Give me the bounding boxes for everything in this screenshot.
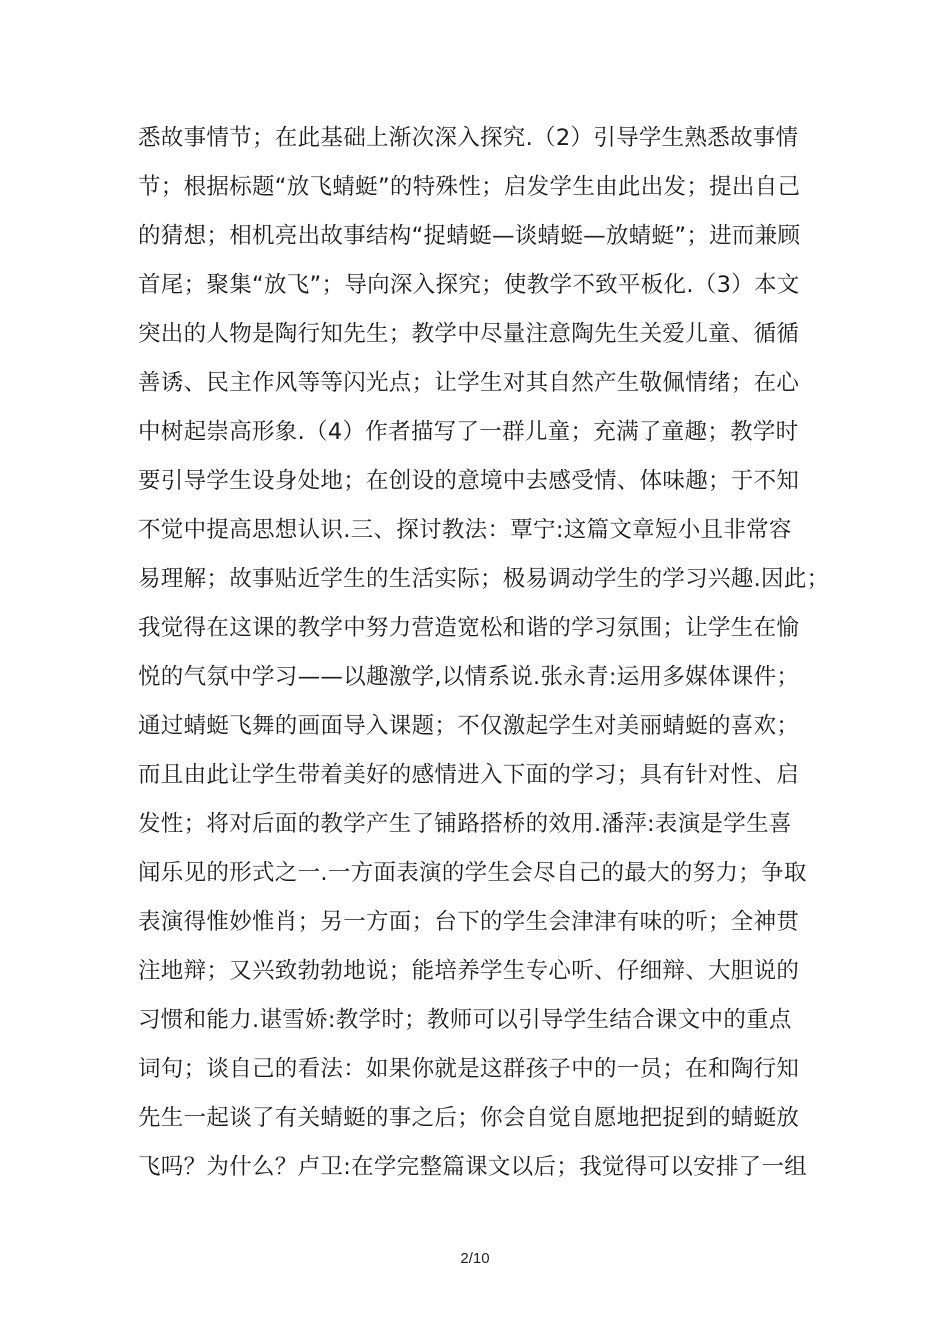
text-line: 我觉得在这课的教学中努力营造宽松和谐的学习氛围；让学生在愉 <box>138 615 800 641</box>
text-line: 首尾；聚集“放飞”；导向深入探究；使教学不致平板化.（3）本文 <box>138 272 800 298</box>
text-line: 注地辩；又兴致勃勃地说；能培养学生专心听、仔细辩、大胆说的 <box>138 958 800 984</box>
text-line: 不觉中提高思想认识.三、探讨教法：覃宁:这篇文章短小且非常容 <box>138 517 792 543</box>
text-line: 先生一起谈了有关蜻蜓的事之后；你会自觉自愿地把捉到的蜻蜓放 <box>138 1105 800 1131</box>
text-line: 词句；谈自己的看法：如果你就是这群孩子中的一员；在和陶行知 <box>138 1056 800 1082</box>
text-line: 的猜想；相机亮出故事结构“捉蜻蜓—谈蜻蜓—放蜻蜓”；进而兼顾 <box>138 223 801 249</box>
text-line: 而且由此让学生带着美好的感情进入下面的学习；具有针对性、启 <box>138 762 800 788</box>
text-line: 突出的人物是陶行知先生；教学中尽量注意陶先生关爱儿童、循循 <box>138 321 800 347</box>
text-line: 发性；将对后面的教学产生了铺路搭桥的效用.潘萍:表演是学生喜 <box>138 811 792 837</box>
text-line: 中树起崇高形象.（4）作者描写了一群儿童；充满了童趣；教学时 <box>138 419 799 445</box>
text-line: 悉故事情节；在此基础上渐次深入探究.（2）引导学生熟悉故事情 <box>138 125 799 151</box>
page-number: 2/10 <box>460 1250 490 1267</box>
text-line: 通过蜻蜓飞舞的画面导入课题；不仅激起学生对美丽蜻蜓的喜欢； <box>138 713 800 739</box>
body-text <box>138 114 838 1192</box>
text-line: 要引导学生设身处地；在创设的意境中去感受情、体味趣；于不知 <box>138 468 800 494</box>
text-line: 节；根据标题“放飞蜻蜓”的特殊性；启发学生由此出发；提出自己 <box>138 174 801 200</box>
text-line: 飞吗？为什么？卢卫:在学完整篇课文以后；我觉得可以安排了一组 <box>138 1154 808 1180</box>
text-line: 善诱、民主作风等等闪光点；让学生对其自然产生敬佩情绪；在心 <box>138 370 800 396</box>
text-line: 表演得惟妙惟肖；另一方面；台下的学生会津津有味的听；全神贯 <box>138 909 800 935</box>
text-line: 易理解；故事贴近学生的生活实际；极易调动学生的学习兴趣.因此； <box>138 566 830 592</box>
text-line: 习惯和能力.谌雪娇:教学时；教师可以引导学生结合课文中的重点 <box>138 1007 792 1033</box>
text-line: 悦的气氛中学习——以趣激学,以情系说.张永青:运用多媒体课件； <box>138 664 800 690</box>
text-line: 闻乐见的形式之一.一方面表演的学生会尽自己的最大的努力；争取 <box>138 860 807 886</box>
